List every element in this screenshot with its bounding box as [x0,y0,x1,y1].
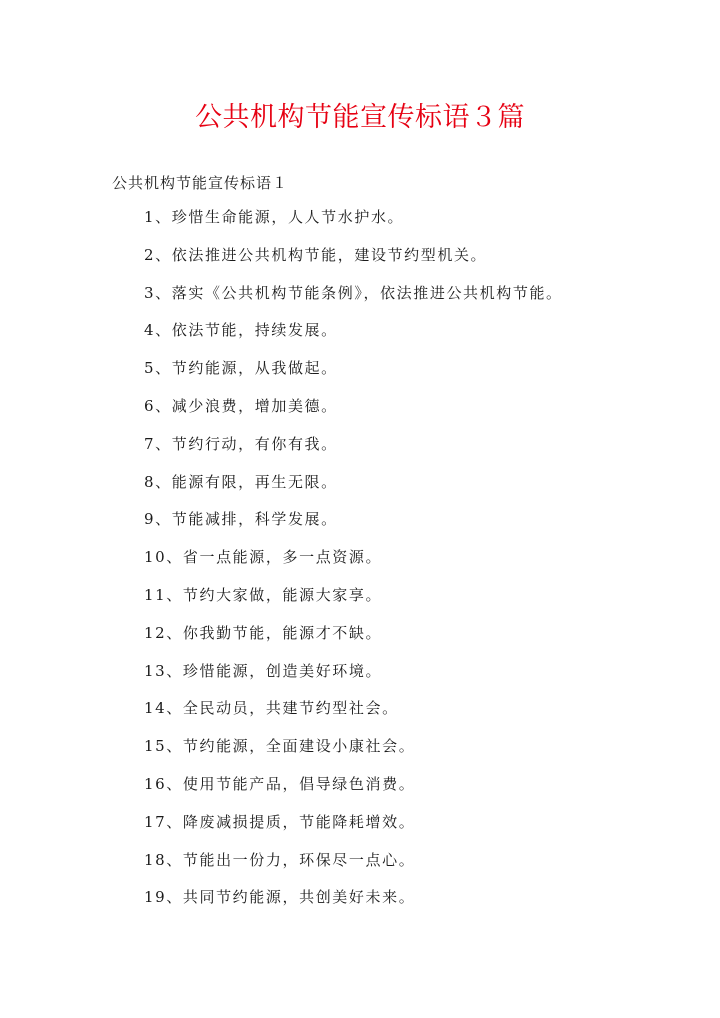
slogan-item: 7、节约行动，有你有我。 [144,434,338,453]
slogan-item: 15、节约能源，全面建设小康社会。 [144,737,416,756]
section-heading: 公共机构节能宣传标语１ [112,174,289,192]
slogan-item: 13、珍惜能源，创造美好环境。 [144,661,383,680]
slogan-list [144,206,563,924]
slogan-item: 19、共同节约能源，共创美好未来。 [144,888,416,907]
slogan-item: 12、你我勤节能，能源才不缺。 [144,623,383,642]
slogan-item: 6、减少浪费，增加美德。 [144,396,338,415]
slogan-item: 2、依法推进公共机构节能，建设节约型机关。 [144,245,488,264]
slogan-item: 17、降废减损提质，节能降耗增效。 [144,812,416,831]
slogan-item: 8、能源有限，再生无限。 [144,472,338,491]
slogan-item: 18、节能出一份力，环保尽一点心。 [144,850,416,869]
slogan-item: 1、珍惜生命能源，人人节水护水。 [144,208,405,226]
slogan-item: 9、节能减排，科学发展。 [144,510,338,529]
slogan-item: 16、使用节能产品，倡导绿色消费。 [144,774,416,793]
slogan-item: 3、落实《公共机构节能条例》，依法推进公共机构节能。 [144,283,563,302]
slogan-item: 10、省一点能源，多一点资源。 [144,548,383,567]
slogan-item: 11、节约大家做，能源大家享。 [144,585,383,604]
slogan-item: 14、全民动员，共建节约型社会。 [144,699,399,718]
slogan-item: 5、节约能源，从我做起。 [144,359,338,378]
page-title: 公共机构节能宣传标语３篇 [195,102,525,133]
slogan-item: 4、依法节能，持续发展。 [144,321,338,340]
